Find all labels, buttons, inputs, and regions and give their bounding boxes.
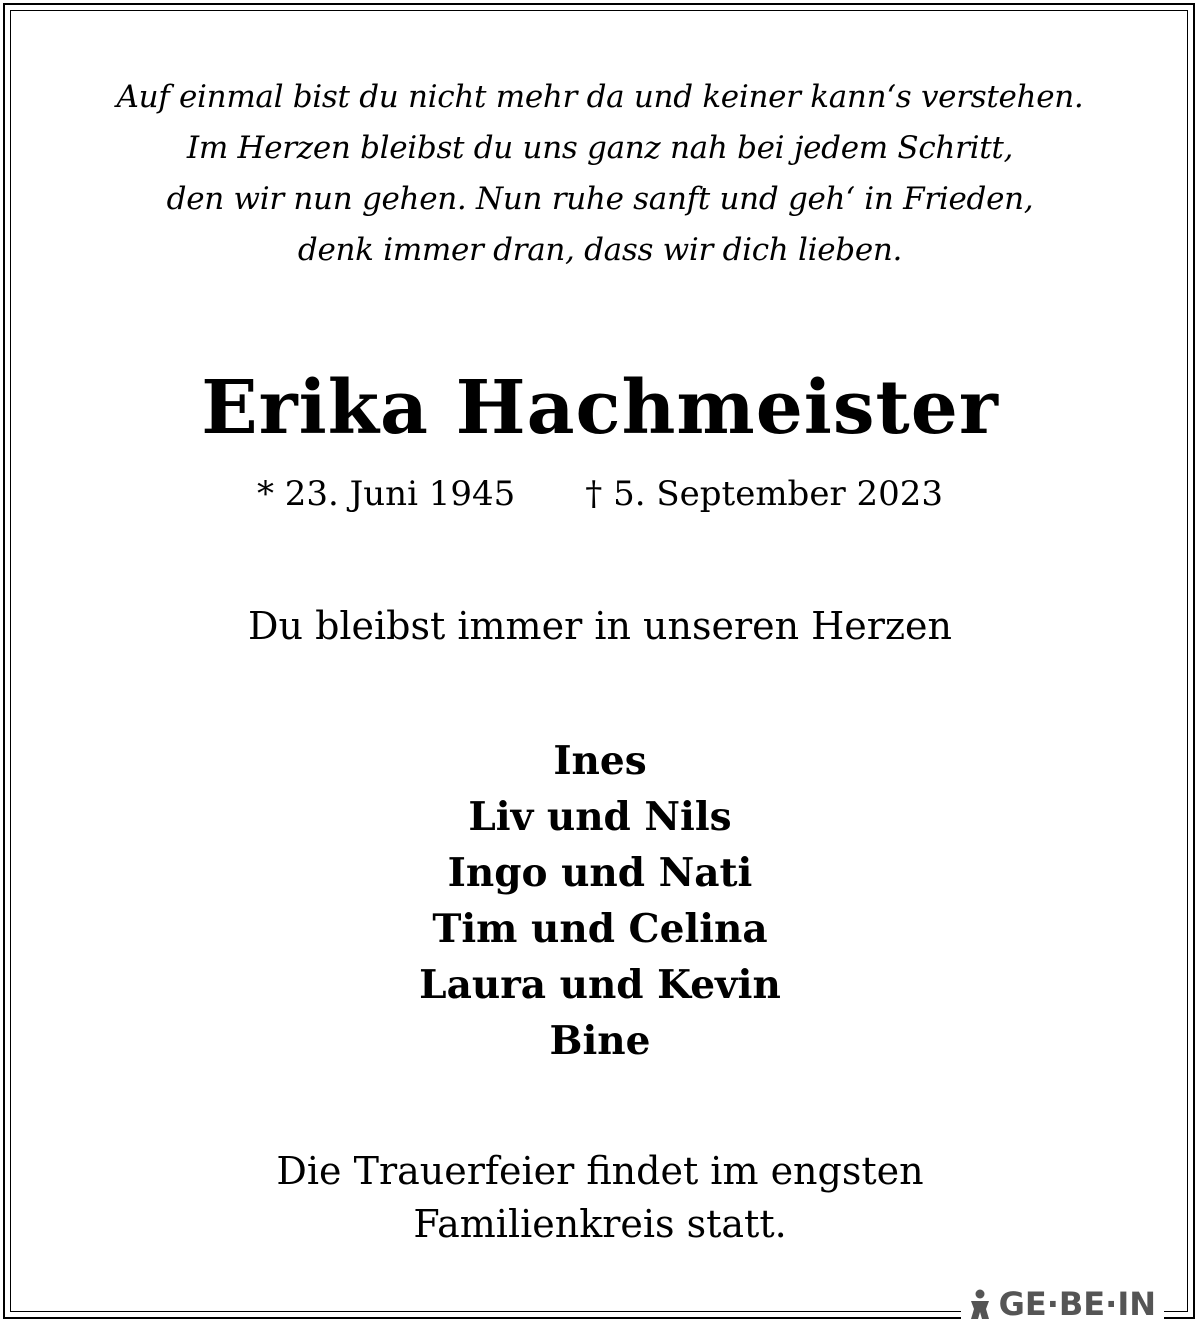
mourner-name: Ines [553, 738, 647, 784]
poem-line: Auf einmal bist du nicht mehr da und keiner kann‘s verstehen. [116, 79, 1084, 115]
mourner-name: Ingo und Nati [447, 850, 753, 896]
gebein-logo [961, 1287, 1164, 1321]
deceased-name: Erika Hachmeister [201, 365, 999, 451]
logo-text: GE·BE·IN [998, 1285, 1156, 1323]
poem [0, 72, 1200, 276]
tagline: Du bleibst immer in unseren Herzen [248, 604, 952, 648]
mourner-name: Liv und Nils [468, 794, 732, 840]
memorial-figure-icon [967, 1289, 993, 1319]
funeral-notice [0, 1145, 1200, 1251]
mourner-name: Bine [549, 1018, 651, 1064]
notice-line: Die Trauerfeier findet im engsten [276, 1149, 924, 1193]
poem-line: denk immer dran, dass wir dich lieben. [297, 232, 903, 268]
poem-line: Im Herzen bleibst du uns ganz nah bei jedem Schritt, [186, 130, 1014, 166]
death-date: † 5. September 2023 [585, 474, 944, 514]
notice-line: Familienkreis statt. [413, 1202, 787, 1246]
birth-date: * 23. Juni 1945 [256, 474, 516, 514]
mourner-name: Tim und Celina [432, 906, 768, 952]
poem-line: den wir nun gehen. Nun ruhe sanft und geh‘ in Frieden, [166, 181, 1034, 217]
mourner-name: Laura und Kevin [419, 962, 781, 1008]
life-dates [0, 470, 1200, 518]
mourners-list [0, 733, 1200, 1069]
